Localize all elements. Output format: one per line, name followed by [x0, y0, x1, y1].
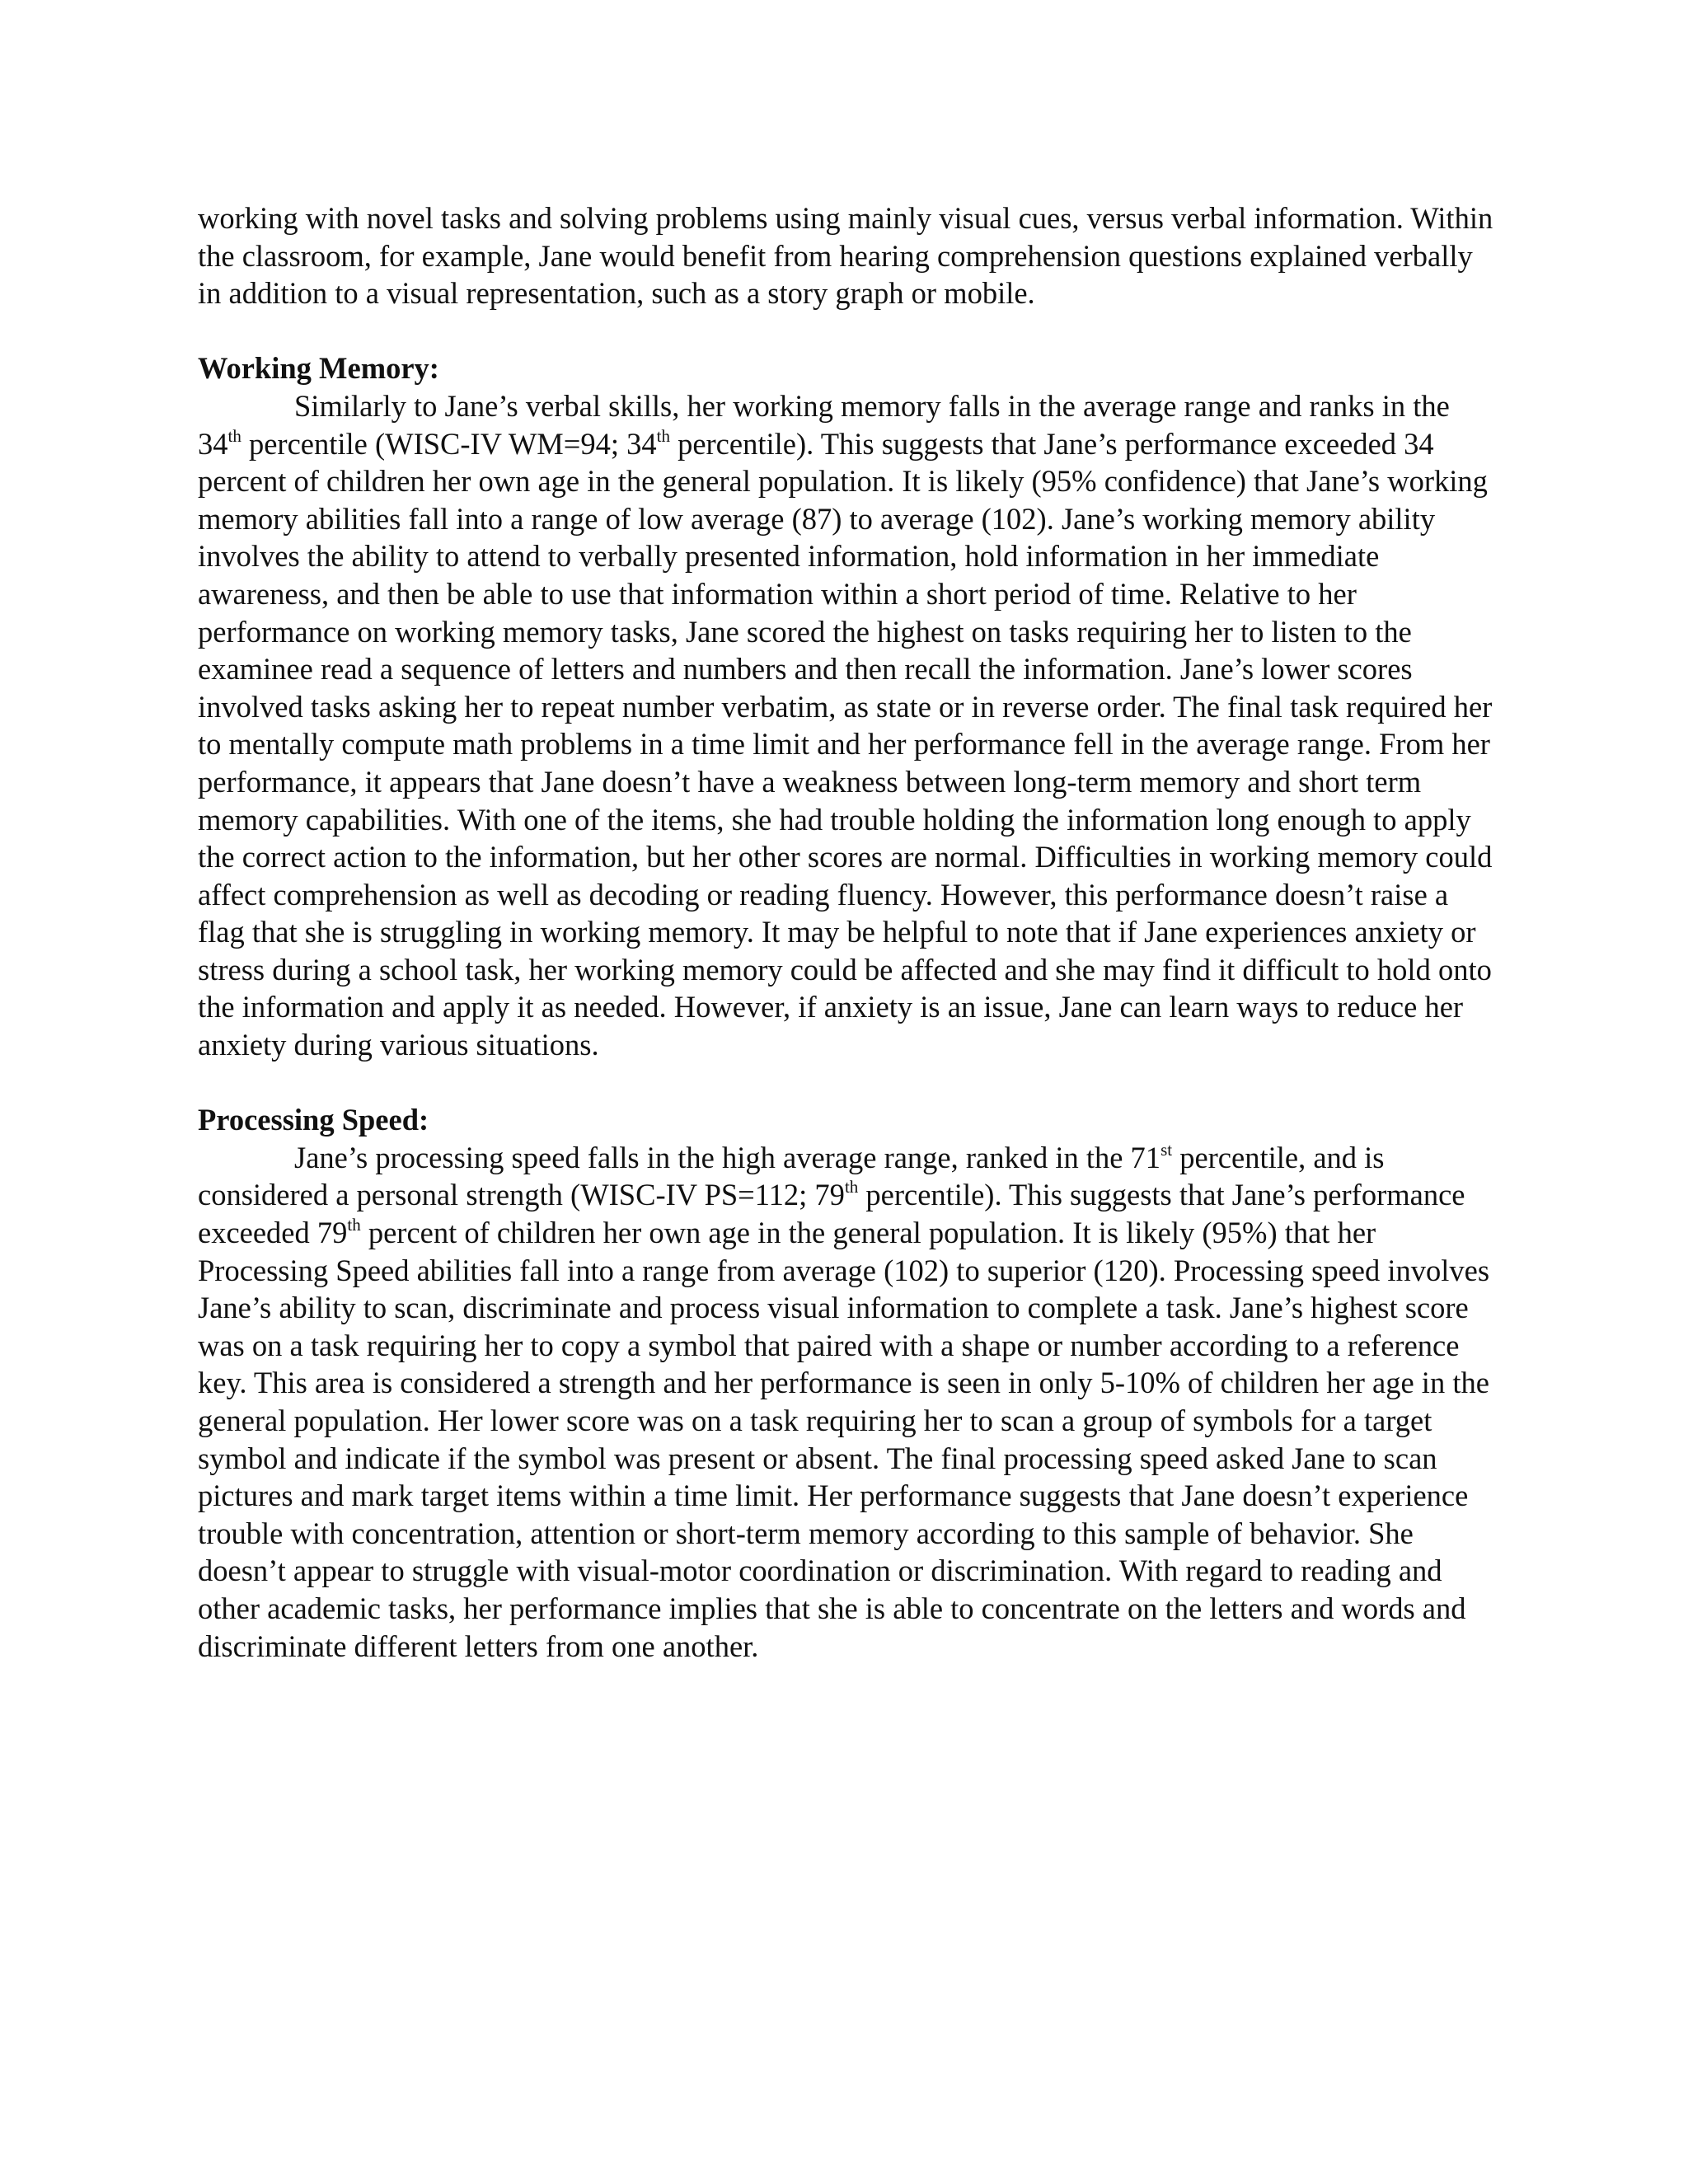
intro-paragraph: working with novel tasks and solving problems using mainly visual cues, versus verbal information. Within the classroom, for example, Jane would benefit from hearing comprehension questions explained verbally in addition to a visual representation, such as a story graph or mobile. [198, 201, 1493, 311]
processing-speed-paragraph [198, 1139, 1500, 1665]
wm-text-b: percentile (WISC-IV WM=94; 34 [241, 426, 657, 461]
working-memory-paragraph [198, 387, 1500, 1064]
wm-text-a: Similarly to Jane’s verbal skills, her working memory falls in the average range and ranks in the 34 [198, 388, 1450, 461]
ps-sup-c: th [347, 1215, 361, 1235]
processing-speed-heading: Processing Speed: [198, 1103, 429, 1137]
working-memory-heading: Working Memory: [198, 351, 439, 386]
ps-sup-b: th [844, 1177, 859, 1197]
wm-sup-b: th [656, 425, 670, 446]
wm-text-c: percentile). This suggests that Jane’s performance exceeded 34 percent of children her own age in the general population. It is likely (95% confidence) that Jane’s working memory abilities fall into a range of low average (87) to average (102). Jane’s working memory ability involves the ability to attend to verbally presented information, hold information in her immediate awareness, and then be able to use that information within a short period of time. Relative to her performance on working memory tasks, Jane scored the highest on tasks requiring her to listen to the examinee read a sequence of letters and numbers and then recall the information. Jane’s lower scores involved tasks asking her to repeat number verbatim, as state or in reverse order. The final task required her to mentally compute math problems in a time limit and her performance fell in the average range. From her performance, it appears that Jane doesn’t have a weakness between long-term memory and short term memory capabilities. With one of the items, she had trouble holding the information long enough to apply the correct action to the information, but her other scores are normal. Difficulties in working memory could affect comprehension as well as decoding or reading fluency. However, this performance doesn’t raise a flag that she is struggling in working memory. It may be helpful to note that if Jane experiences anxiety or stress during a school task, her working memory could be affected and she may find it difficult to hold onto the information and apply it as needed. However, if anxiety is an issue, Jane can learn ways to reduce her anxiety during various situations. [198, 426, 1493, 1062]
ps-text-c: percentile). This suggests that Jane’s performance exceeded 79 [198, 1178, 1465, 1250]
ps-text-a: Jane’s processing speed falls in the high average range, ranked in the 71 [294, 1140, 1161, 1174]
ps-text-d: percent of children her own age in the general population. It is likely (95%) that her Processing Speed abilities fall into a range from average (102) to superior (120). Processing speed involves Jane’s ability to scan, discriminate and process visual information to complete a task. Jane’s highest score was on a task requiring her to copy a symbol that paired with a shape or number according to a reference key. This area is considered a strength and her performance is seen in only 5-10% of children her age in the general population. Her lower score was on a task requiring her to scan a group of symbols for a target symbol and indicate if the symbol was present or absent. The final processing speed asked Jane to scan pictures and mark target items within a time limit. Her performance suggests that Jane doesn’t experience trouble with concentration, attention or short-term memory according to this sample of behavior. She doesn’t appear to struggle with visual-motor coordination or discrimination. With regard to reading and other academic tasks, her performance implies that she is able to concentrate on the letters and words and discriminate different letters from one another. [198, 1216, 1490, 1663]
ps-text-b: percentile, and is considered a personal strength (WISC-IV PS=112; 79 [198, 1140, 1385, 1212]
document-page [198, 199, 1500, 1665]
wm-sup-a: th [227, 425, 241, 446]
ps-sup-a: st [1160, 1139, 1173, 1160]
